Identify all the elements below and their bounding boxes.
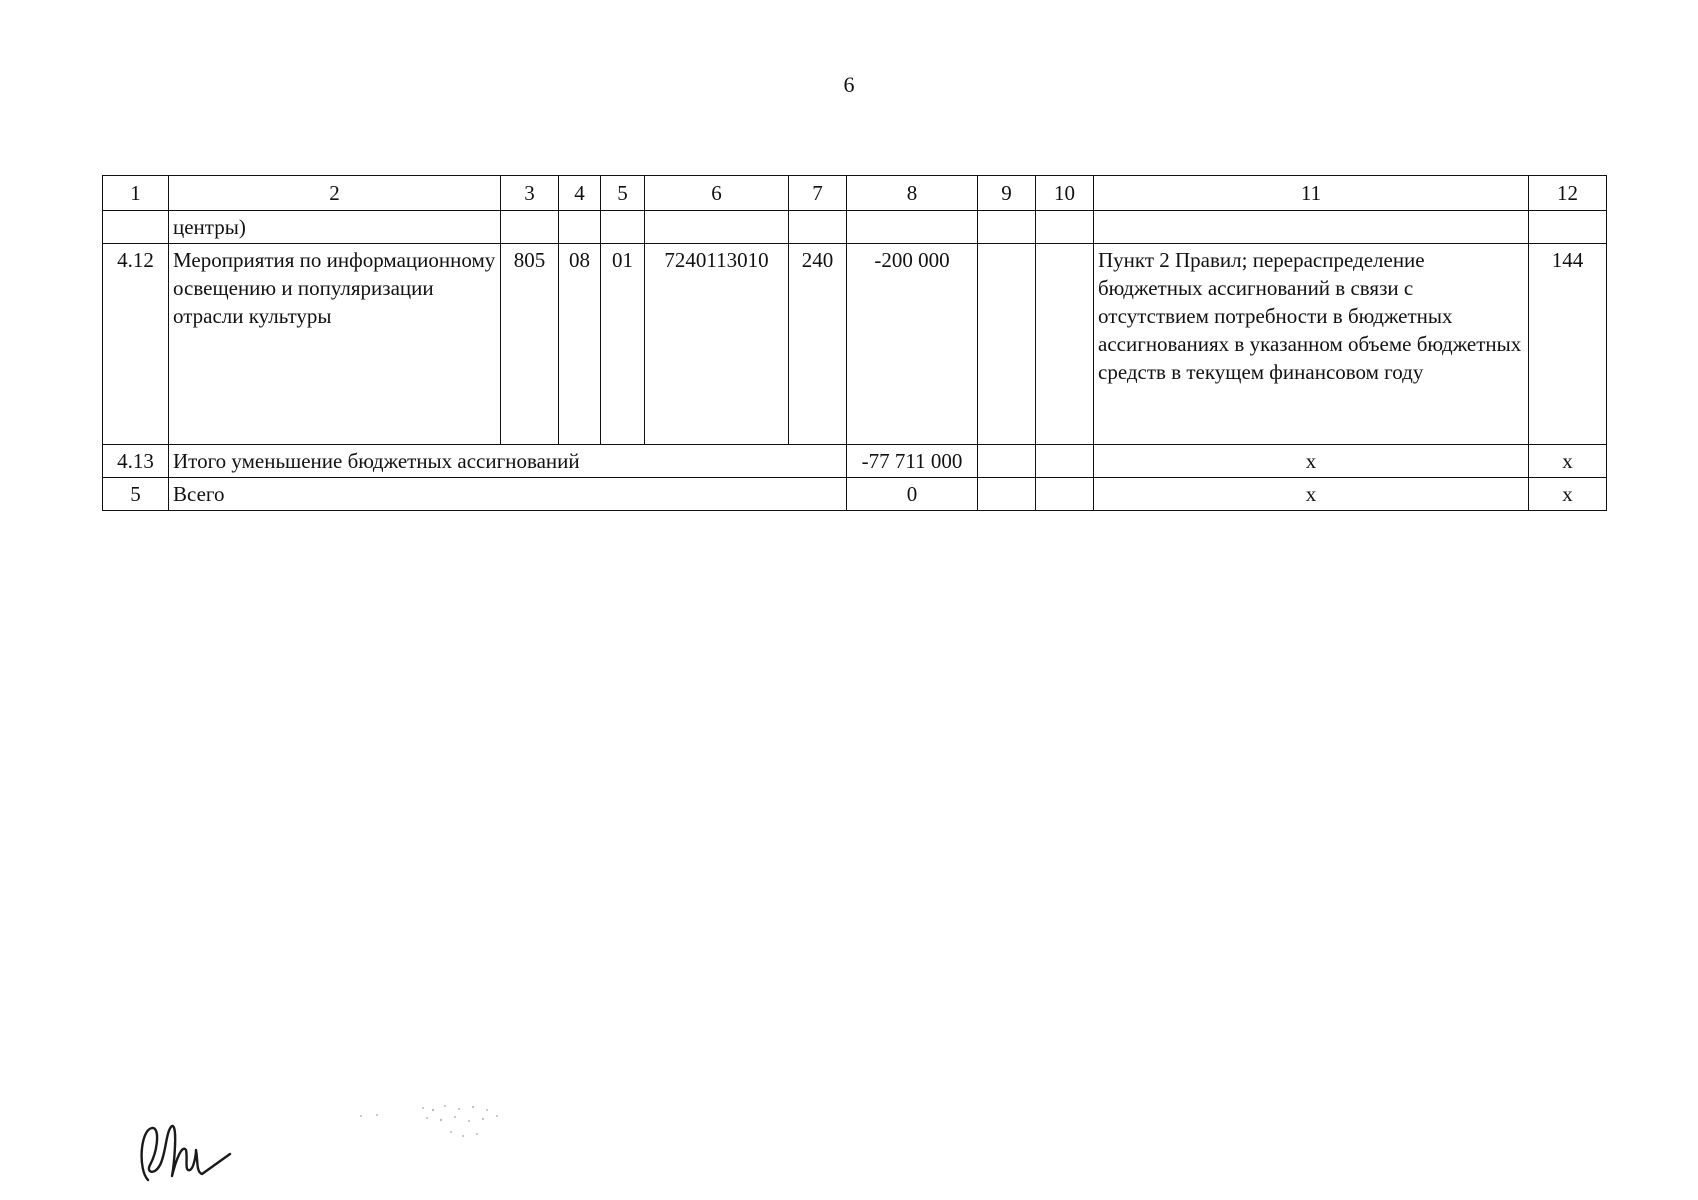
header-col-9: 9 [978,176,1036,211]
cell-empty [978,211,1036,244]
cell-empty [559,211,601,244]
header-col-5: 5 [601,176,645,211]
cell-target-article-code: 7240113010 [645,244,789,445]
cell-empty [1036,211,1094,244]
cell-grand-total-amount: 0 [847,478,978,511]
budget-table [102,175,1607,511]
header-col-10: 10 [1036,176,1094,211]
header-col-12: 12 [1529,176,1607,211]
header-col-8: 8 [847,176,978,211]
cell-empty [978,478,1036,511]
cell-empty [1036,478,1094,511]
cell-empty [501,211,559,244]
header-col-1: 1 [103,176,169,211]
cell-col-10 [1036,244,1094,445]
table-row-4-12 [103,244,1607,445]
cell-col-12-mark: x [1529,445,1607,478]
cell-col-11-mark: x [1094,478,1529,511]
cell-total-decrease-amount: -77 711 000 [847,445,978,478]
cell-empty [847,211,978,244]
cell-item-name: Мероприятия по информационному освещению и популяризации отрасли культуры [169,244,501,445]
cell-total-decrease-label: Итого уменьшение бюджетных ассигнований [169,445,847,478]
cell-row-number: 4.12 [103,244,169,445]
header-col-6: 6 [645,176,789,211]
table-row-continuation [103,211,1607,244]
cell-amount: -200 000 [847,244,978,445]
cell-empty [1094,211,1529,244]
handwritten-signature [130,1110,240,1190]
header-col-7: 7 [789,176,847,211]
cell-empty [789,211,847,244]
cell-empty [601,211,645,244]
cell-col-12-mark: x [1529,478,1607,511]
header-col-3: 3 [501,176,559,211]
header-col-4: 4 [559,176,601,211]
header-row [103,176,1607,211]
cell-row-number: 4.13 [103,445,169,478]
table-row-4-13 [103,445,1607,478]
cell-subsection-code: 01 [601,244,645,445]
cell-col-11-mark: x [1094,445,1529,478]
cell-empty [645,211,789,244]
header-col-2: 2 [169,176,501,211]
cell-justification: Пункт 2 Правил; перераспределение бюджетных ассигнований в связи с отсутствием потребности в бюджетных ассигнованиях в указанном объеме бюджетных средств в текущем финансовом году [1094,244,1529,445]
header-col-11: 11 [1094,176,1529,211]
cell-empty [103,211,169,244]
cell-row-number: 5 [103,478,169,511]
cell-empty [1529,211,1607,244]
cell-empty [1036,445,1094,478]
cell-continuation-text: центры) [169,211,501,244]
cell-col-12: 144 [1529,244,1607,445]
cell-expense-type-code: 240 [789,244,847,445]
cell-empty [978,445,1036,478]
cell-col-9 [978,244,1036,445]
faded-stamp-marks [355,1100,525,1150]
cell-grand-total-label: Всего [169,478,847,511]
table-row-5 [103,478,1607,511]
page-number: 6 [843,72,855,97]
cell-section-code: 08 [559,244,601,445]
cell-ministry-code: 805 [501,244,559,445]
